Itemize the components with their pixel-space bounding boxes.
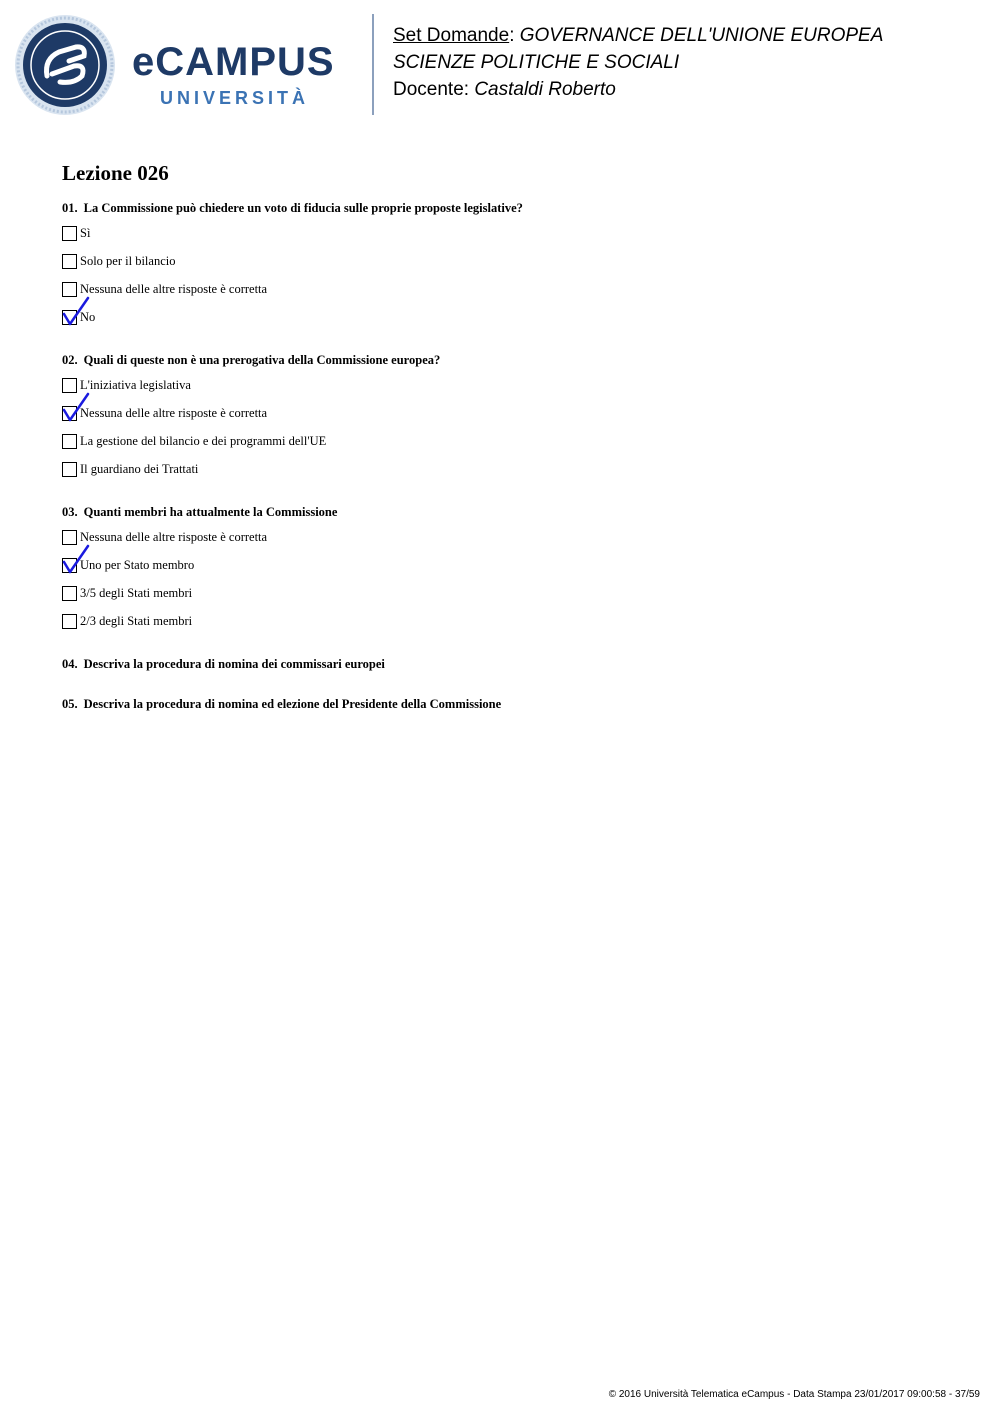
answer-option[interactable]: [62, 226, 962, 254]
question-label: Descriva la procedura di nomina ed elezione del Presidente della Commissione: [83, 697, 502, 711]
question-4: [62, 656, 962, 672]
answer-checkbox[interactable]: [62, 282, 77, 297]
course-title: GOVERNANCE DELL'UNIONE EUROPEA: [519, 25, 884, 46]
answer-label: No: [80, 310, 96, 324]
question-label: Quanti membri ha attualmente la Commissione: [83, 505, 338, 519]
question-3: [62, 504, 962, 642]
question-number: 01.: [62, 201, 78, 215]
answer-option[interactable]: [62, 282, 962, 310]
answer-option[interactable]: [62, 558, 962, 586]
answer-option[interactable]: [62, 310, 962, 338]
answer-label: L'iniziativa legislativa: [80, 378, 191, 392]
question-list: [62, 200, 962, 712]
question-text: [62, 352, 962, 368]
logo-subtext: UNIVERSITÀ: [160, 88, 310, 108]
course-subtitle: SCIENZE POLITICHE E SOCIALI: [393, 52, 680, 73]
question-text: [62, 200, 962, 216]
answer-label: 2/3 degli Stati membri: [80, 614, 193, 628]
answer-checkbox[interactable]: [62, 434, 77, 449]
answer-label: Nessuna delle altre risposte è corretta: [80, 530, 268, 544]
page-content: [62, 160, 962, 736]
answer-checkbox[interactable]: [62, 530, 77, 545]
question-number: 03.: [62, 505, 78, 519]
answer-checkbox[interactable]: [62, 614, 77, 629]
answer-label: La gestione del bilancio e dei programmi dell'UE: [80, 434, 327, 448]
answer-label: Uno per Stato membro: [80, 558, 195, 572]
header-divider: [372, 14, 374, 115]
page-footer: © 2016 Università Telematica eCampus - Data Stampa 23/01/2017 09:00:58 - 37/59: [608, 1389, 980, 1400]
page-header: [0, 0, 1000, 125]
set-separator: :: [509, 25, 520, 46]
answer-checkbox[interactable]: [62, 378, 77, 393]
answer-label: Il guardiano dei Trattati: [80, 462, 199, 476]
answer-option[interactable]: [62, 378, 962, 406]
answer-option[interactable]: [62, 434, 962, 462]
answer-option[interactable]: [62, 586, 962, 614]
question-2: [62, 352, 962, 490]
question-number: 02.: [62, 353, 78, 367]
lesson-title: Lezione 026: [62, 161, 169, 185]
course-info: [393, 22, 883, 103]
answer-label: 3/5 degli Stati membri: [80, 586, 193, 600]
question-5: [62, 696, 962, 712]
logo-text: eCAMPUS: [132, 40, 335, 84]
question-text: [62, 696, 962, 712]
answer-option[interactable]: [62, 254, 962, 282]
answer-label: Nessuna delle altre risposte è corretta: [80, 282, 268, 296]
answer-checkbox[interactable]: [62, 226, 77, 241]
answer-checkbox[interactable]: [62, 586, 77, 601]
answer-option[interactable]: [62, 614, 962, 642]
answer-label: Sì: [80, 226, 91, 240]
course-title-line: [393, 22, 883, 49]
teacher-name: Castaldi Roberto: [474, 79, 616, 100]
answer-option[interactable]: [62, 462, 962, 490]
ecampus-wordmark: [132, 40, 357, 112]
answer-label: Solo per il bilancio: [80, 254, 176, 268]
set-label: Set Domande: [393, 25, 510, 46]
question-label: Descriva la procedura di nomina dei commissari europei: [83, 657, 385, 671]
answer-checkbox[interactable]: [62, 254, 77, 269]
teacher-line: [393, 76, 883, 103]
question-label: Quali di queste non è una prerogativa della Commissione europea?: [83, 353, 441, 367]
question-number: 05.: [62, 697, 78, 711]
question-text: [62, 656, 962, 672]
question-1: [62, 200, 962, 338]
teacher-label: Docente:: [393, 79, 475, 100]
answer-label: Nessuna delle altre risposte è corretta: [80, 406, 268, 420]
answer-option[interactable]: [62, 406, 962, 434]
question-text: [62, 504, 962, 520]
answer-checkbox[interactable]: [62, 462, 77, 477]
answer-option[interactable]: [62, 530, 962, 558]
question-label: La Commissione può chiedere un voto di fiducia sulle proprie proposte legislative?: [83, 201, 523, 215]
ecampus-seal-logo: [14, 14, 116, 116]
question-number: 04.: [62, 657, 78, 671]
